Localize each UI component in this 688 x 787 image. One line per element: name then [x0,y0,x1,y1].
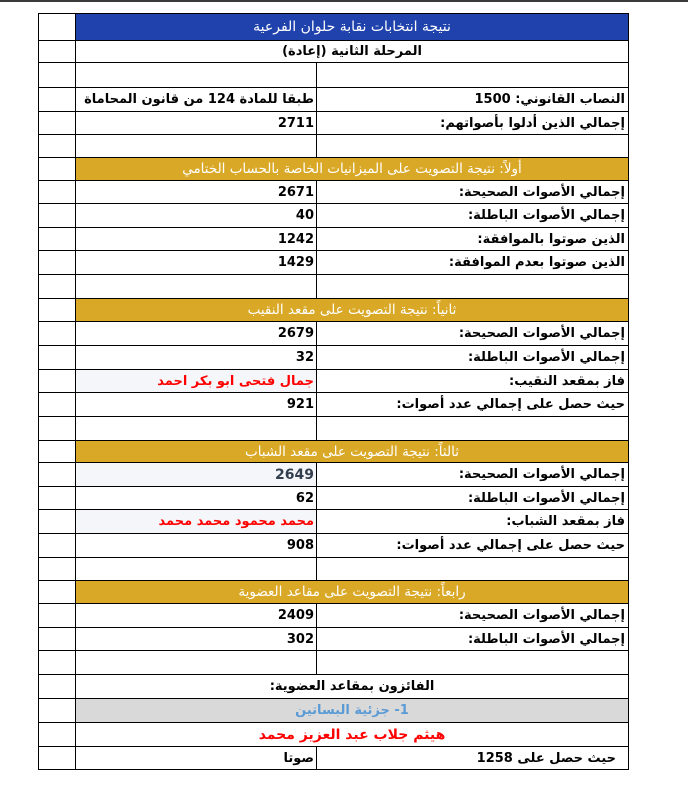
blank-cell [317,417,628,440]
empty-row [39,135,628,158]
page-title: نتيجة انتخابات نقابة حلوان الفرعية [76,14,628,40]
blank-cell [39,112,76,134]
blank-cell [39,604,76,627]
table-row [39,346,628,370]
table-row [39,604,628,628]
table-row [39,181,628,204]
row-value: 62 [76,487,317,509]
blank-cell [39,251,76,274]
winner-name: جمال فتحى ابو بكر احمد [76,370,317,392]
votes-unit: صوتا [76,747,317,769]
table-row [39,204,628,228]
blank-cell [39,581,76,603]
blank-cell [39,558,76,580]
blank-cell [39,651,76,674]
voters-value: 2711 [76,112,317,134]
membership-winner-name: هيثم جلاب عبد العزيز محمد [258,726,446,743]
row-value: 1429 [76,251,317,274]
blank-cell [317,558,628,580]
section-heading-row [39,441,628,463]
row-label: إجمالي الأصوات الباطلة: [467,490,625,506]
empty-row [39,63,628,88]
row-label: إجمالي الأصوات الباطلة: [467,631,625,647]
section-heading-row [39,581,628,604]
membership-heading: الفائزون بمقاعد العضوية: [269,679,435,694]
row-label: فاز بمقعد النقيب: [509,373,625,389]
blank-cell [39,299,76,321]
row-label: إجمالي الأصوات الصحيحة: [458,467,625,482]
blank-cell [76,651,317,674]
subsection-label: 1- جزئية البساتين [76,699,628,722]
quorum-row [39,88,628,112]
table-row [39,322,628,346]
blank-cell [39,417,76,440]
row-label: إجمالي الأصوات الصحيحة: [458,326,625,341]
winner-name: محمد محمود محمد محمد [76,510,317,533]
row-value: 2409 [76,604,317,627]
row-label: الذين صوتوا بالموافقة: [477,231,625,247]
blank-cell [39,88,76,111]
blank-cell [39,41,76,62]
section-4-heading: رابعاً: نتيجة التصويت على مقاعد العضوية [76,581,628,603]
blank-cell [76,63,317,87]
row-label: إجمالي الأصوات الباطلة: [467,350,625,365]
blank-cell [39,346,76,369]
quorum-label: النصاب القانوني: 1500 [474,92,625,107]
section-heading-row [39,158,628,181]
title-row [39,14,628,41]
row-value: 2671 [76,181,317,203]
table-row [39,487,628,510]
blank-cell [39,487,76,509]
empty-row [39,558,628,581]
blank-cell [39,699,76,722]
table-row [39,393,628,417]
row-value: 2679 [76,322,317,345]
blank-cell [39,204,76,227]
table-row [39,628,628,651]
blank-cell [39,510,76,533]
row-label: إجمالي الأصوات الباطلة: [467,208,625,223]
membership-votes-row [39,747,628,769]
blank-cell [76,275,317,298]
voters-row [39,112,628,135]
voters-label: إجمالي الذين أدلوا بأصواتهم: [440,115,625,131]
blank-cell [76,135,317,157]
blank-cell [39,534,76,557]
blank-cell [39,135,76,157]
row-label: حيث حصل على إجمالي عدد أصوات: [396,538,625,553]
blank-cell [39,228,76,250]
blank-cell [39,628,76,650]
membership-heading-row [39,675,628,699]
blank-cell [39,14,76,40]
blank-cell [39,322,76,345]
row-label: فاز بمقعد الشباب: [506,514,625,529]
table-row [39,463,628,487]
page-subtitle: المرحلة الثانية (إعادة) [282,44,422,59]
blank-cell [39,158,76,180]
top-window-bar [0,0,688,2]
quorum-note: طبقا للمادة 124 من قانون المحاماة [76,88,317,111]
row-label: حيث حصل على إجمالي عدد أصوات: [396,397,625,412]
row-value: 40 [76,204,317,227]
table-row [39,251,628,275]
blank-cell [39,393,76,416]
row-label: الذين صوتوا بعدم الموافقة: [448,255,625,270]
blank-cell [39,181,76,203]
blank-cell [39,370,76,392]
blank-cell [76,558,317,580]
blank-cell [39,675,76,698]
table-row [39,370,628,393]
table-row [39,534,628,558]
row-value: 302 [76,628,317,650]
table-row [39,510,628,534]
membership-winner-row [39,723,628,747]
blank-cell [39,441,76,462]
blank-cell [39,63,76,87]
blank-cell [317,275,628,298]
blank-cell [39,275,76,298]
subtitle-row [39,41,628,63]
results-sheet [38,13,629,770]
row-value: 32 [76,346,317,369]
row-label: إجمالي الأصوات الصحيحة: [458,184,625,200]
blank-cell [317,63,628,87]
row-value: 921 [76,393,317,416]
blank-cell [317,651,628,674]
row-value: 908 [76,534,317,557]
empty-row [39,417,628,441]
section-heading-row [39,299,628,322]
votes-label: حيث حصل على 1258 [476,750,616,766]
section-1-heading: أولاً: نتيجة التصويت على الميزانيات الخاصة بالحساب الختامي [76,158,628,180]
blank-cell [39,747,76,769]
section-2-heading: ثانياً: نتيجة التصويت على مقعد النقيب [76,299,628,321]
blank-cell [317,135,628,157]
section-3-heading: ثالثاً: نتيجة التصويت على مقعد الشباب [76,441,628,462]
blank-cell [39,723,76,746]
empty-row [39,651,628,675]
table-row [39,228,628,251]
subsection-row [39,699,628,723]
row-label: إجمالي الأصوات الصحيحة: [458,608,625,623]
blank-cell [39,463,76,486]
empty-row [39,275,628,299]
blank-cell [76,417,317,440]
row-value: 1242 [76,228,317,250]
row-value: 2649 [76,463,317,486]
